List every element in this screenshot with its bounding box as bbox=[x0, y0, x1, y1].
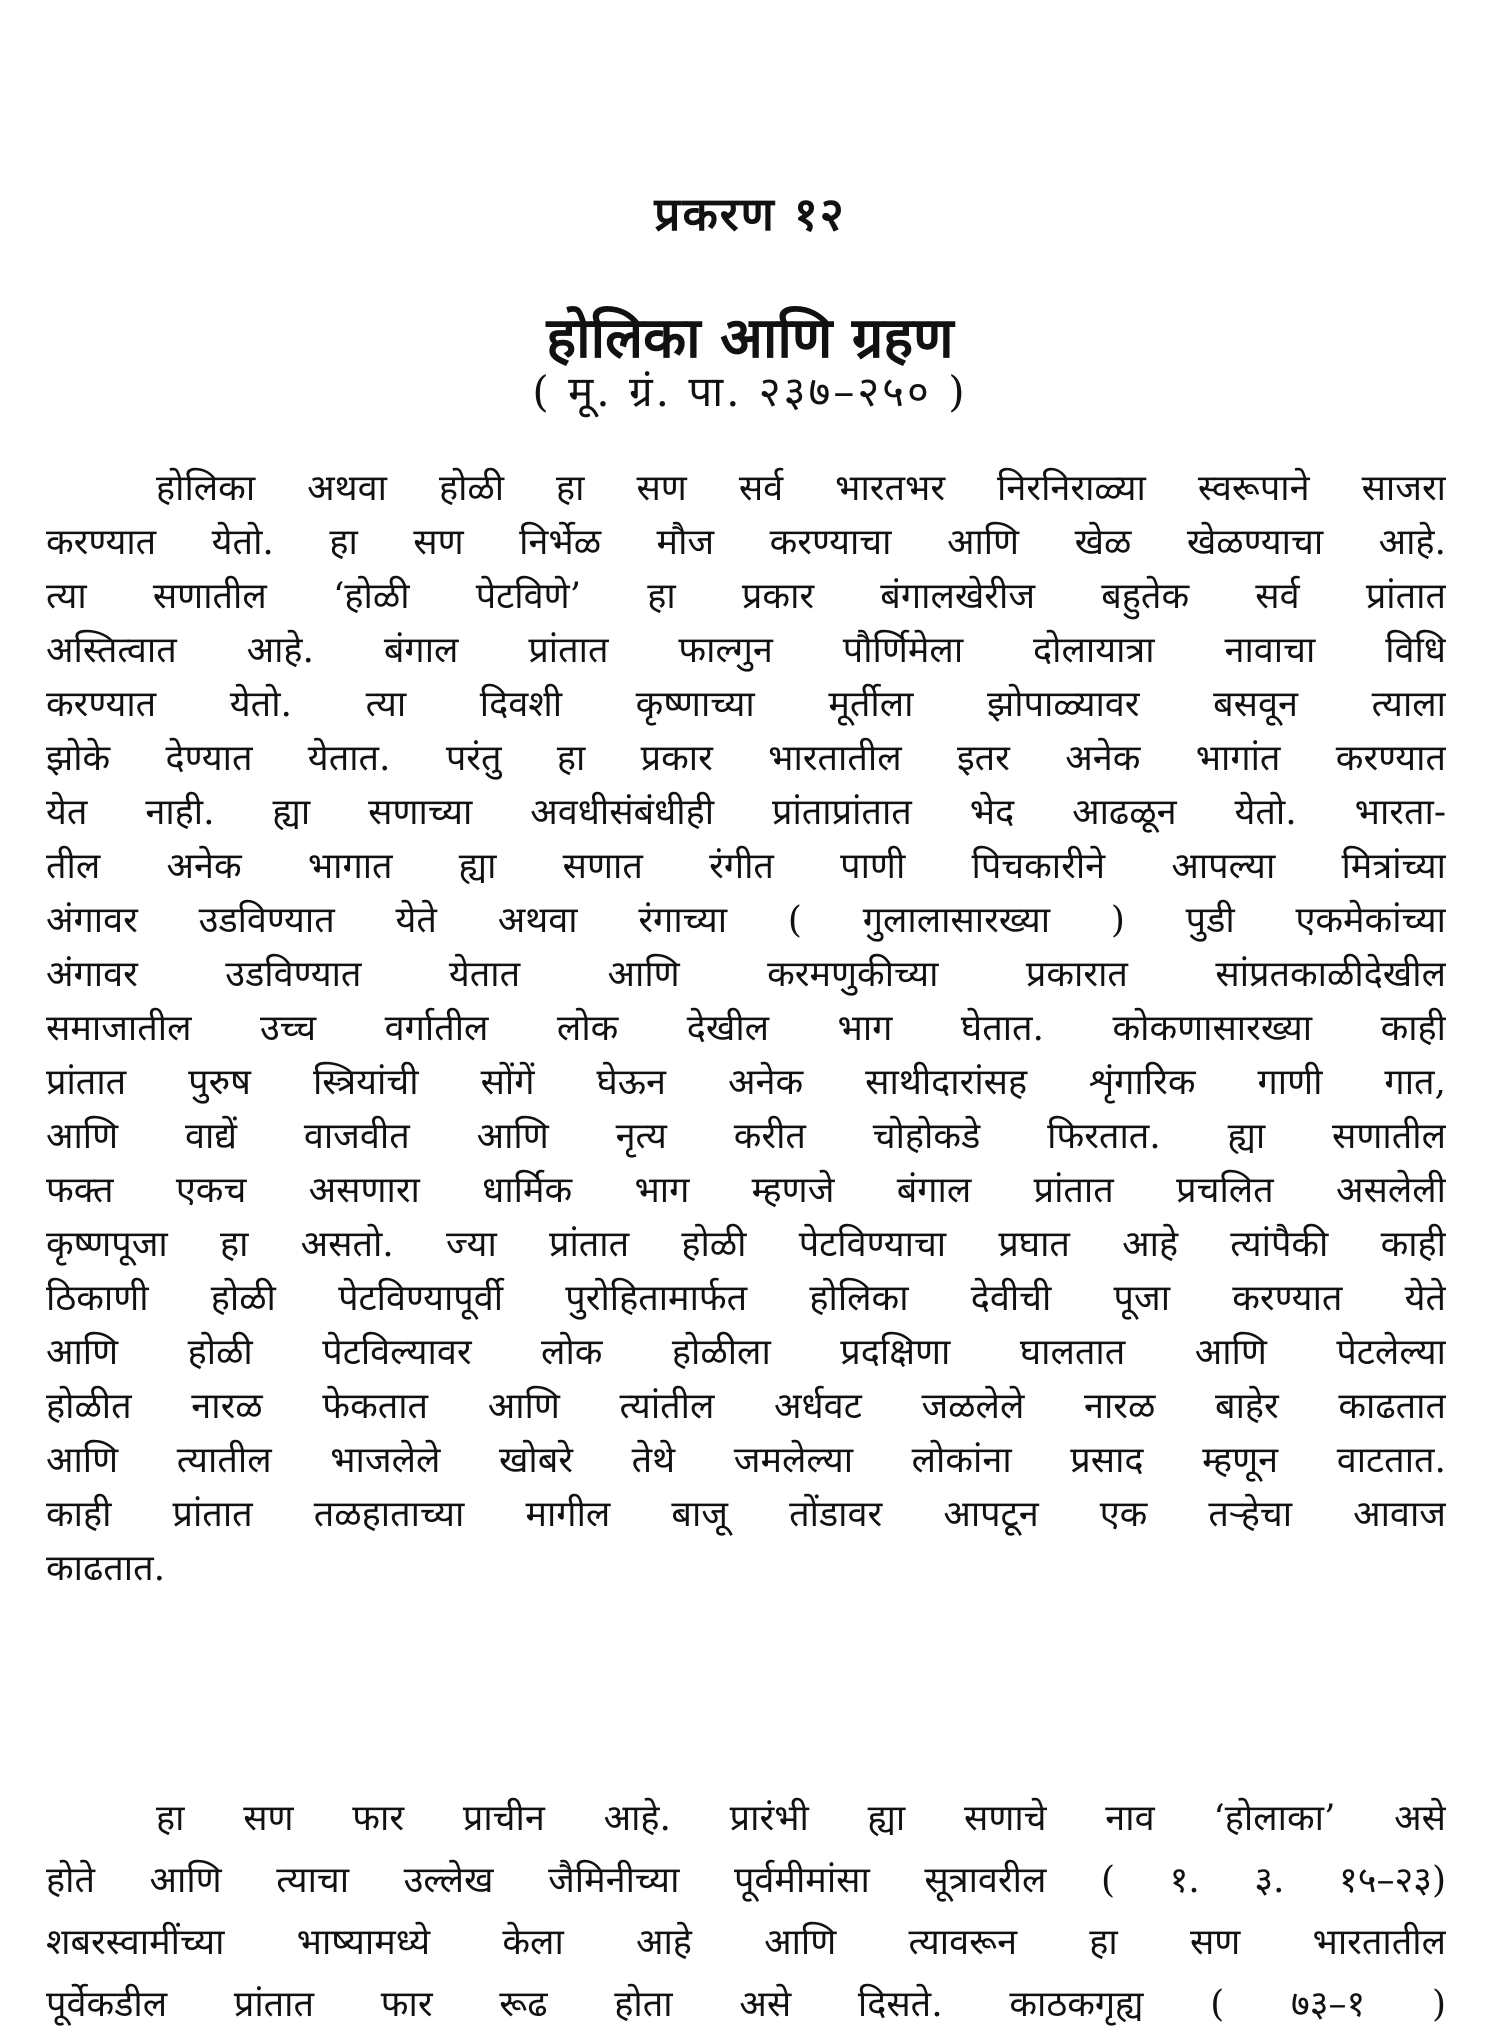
text-line: कृष्णपूजा हा असतो. ज्या प्रांतात होळी पेटविण्याचा प्रघात आहे त्यांपैकी काही bbox=[46, 1224, 1446, 1265]
text-line: होळीत नारळ फेकतात आणि त्यांतील अर्धवट जळलेले नारळ बाहेर काढतात bbox=[46, 1386, 1446, 1427]
text-line: फक्त एकच असणारा धार्मिक भाग म्हणजे बंगाल प्रांतात प्रचलित असलेली bbox=[46, 1170, 1446, 1211]
paragraph-2 bbox=[46, 1788, 1446, 2036]
text-line: काही प्रांतात तळहाताच्या मागील बाजू तोंडावर आपटून एक तऱ्हेचा आवाज bbox=[46, 1494, 1446, 1535]
text-line: शबरस्वामींच्या भाष्यामध्ये केला आहे आणि त्यावरून हा सण भारतातील bbox=[46, 1922, 1446, 1963]
text-line: त्या सणातील ‘होळी पेटविणे’ हा प्रकार बंगालखेरीज बहुतेक सर्व प्रांतात bbox=[46, 576, 1446, 617]
text-line: अंगावर उडविण्यात येते अथवा रंगाच्या ( गुलालासारख्या ) पुडी एकमेकांच्या bbox=[46, 900, 1446, 941]
text-line: हा सण फार प्राचीन आहे. प्रारंभी ह्या सणाचे नाव ‘होलाका’ असे bbox=[156, 1798, 1446, 1839]
text-line: काढतात. bbox=[46, 1548, 166, 1589]
text-line: होते आणि त्याचा उल्लेख जैमिनीच्या पूर्वमीमांसा सूत्रावरील ( १. ३. १५–२३) bbox=[46, 1860, 1446, 1901]
text-line: आणि वाद्यें वाजवीत आणि नृत्य करीत चोहोकडे फिरतात. ह्या सणातील bbox=[46, 1116, 1446, 1157]
page-title: होलिका आणि ग्रहण bbox=[546, 305, 954, 371]
text-line: झोके देण्यात येतात. परंतु हा प्रकार भारतातील इतर अनेक भागांत करण्यात bbox=[46, 738, 1446, 779]
text-line: प्रांतात पुरुष स्त्रियांची सोंगें घेऊन अनेक साथीदारांसह शृंगारिक गाणी गात, bbox=[46, 1062, 1446, 1103]
text-line: होलिका अथवा होळी हा सण सर्व भारतभर निरनिराळ्या स्वरूपाने साजरा bbox=[156, 468, 1446, 509]
text-line: समाजातील उच्च वर्गातील लोक देखील भाग घेतात. कोकणासारख्या काही bbox=[46, 1008, 1446, 1049]
text-line: तील अनेक भागात ह्या सणात रंगीत पाणी पिचकारीने आपल्या मित्रांच्या bbox=[46, 846, 1446, 887]
chapter-heading: प्रकरण १२ bbox=[654, 187, 846, 241]
text-line: करण्यात येतो. त्या दिवशी कृष्णाच्या मूर्तीला झोपाळ्यावर बसवून त्याला bbox=[46, 684, 1446, 725]
paragraph-1 bbox=[46, 462, 1446, 1596]
text-line: ठिकाणी होळी पेटविण्यापूर्वी पुरोहितामार्फत होलिका देवीची पूजा करण्यात येते bbox=[46, 1278, 1446, 1319]
text-line: पूर्वेकडील प्रांतात फार रूढ होता असे दिसते. काठकगृह्य ( ७३–१ ) bbox=[46, 1984, 1446, 2025]
page-reference: ( मू. ग्रं. पा. २३७–२५० ) bbox=[532, 367, 968, 416]
text-line: अस्तित्वात आहे. बंगाल प्रांतात फाल्गुन पौर्णिमेला दोलायात्रा नावाचा विधि bbox=[46, 630, 1446, 671]
text-line: करण्यात येतो. हा सण निर्भेळ मौज करण्याचा आणि खेळ खेळण्याचा आहे. bbox=[46, 522, 1446, 563]
text-line: आणि त्यातील भाजलेले खोबरे तेथे जमलेल्या लोकांना प्रसाद म्हणून वाटतात. bbox=[46, 1440, 1446, 1481]
text-line: येत नाही. ह्या सणाच्या अवधीसंबंधीही प्रांताप्रांतात भेद आढळून येतो. भारता- bbox=[46, 792, 1446, 833]
text-line: आणि होळी पेटविल्यावर लोक होळीला प्रदक्षिणा घालतात आणि पेटलेल्या bbox=[46, 1332, 1446, 1373]
text-line: अंगावर उडविण्यात येतात आणि करमणुकीच्या प्रकारात सांप्रतकाळीदेखील bbox=[46, 954, 1446, 995]
